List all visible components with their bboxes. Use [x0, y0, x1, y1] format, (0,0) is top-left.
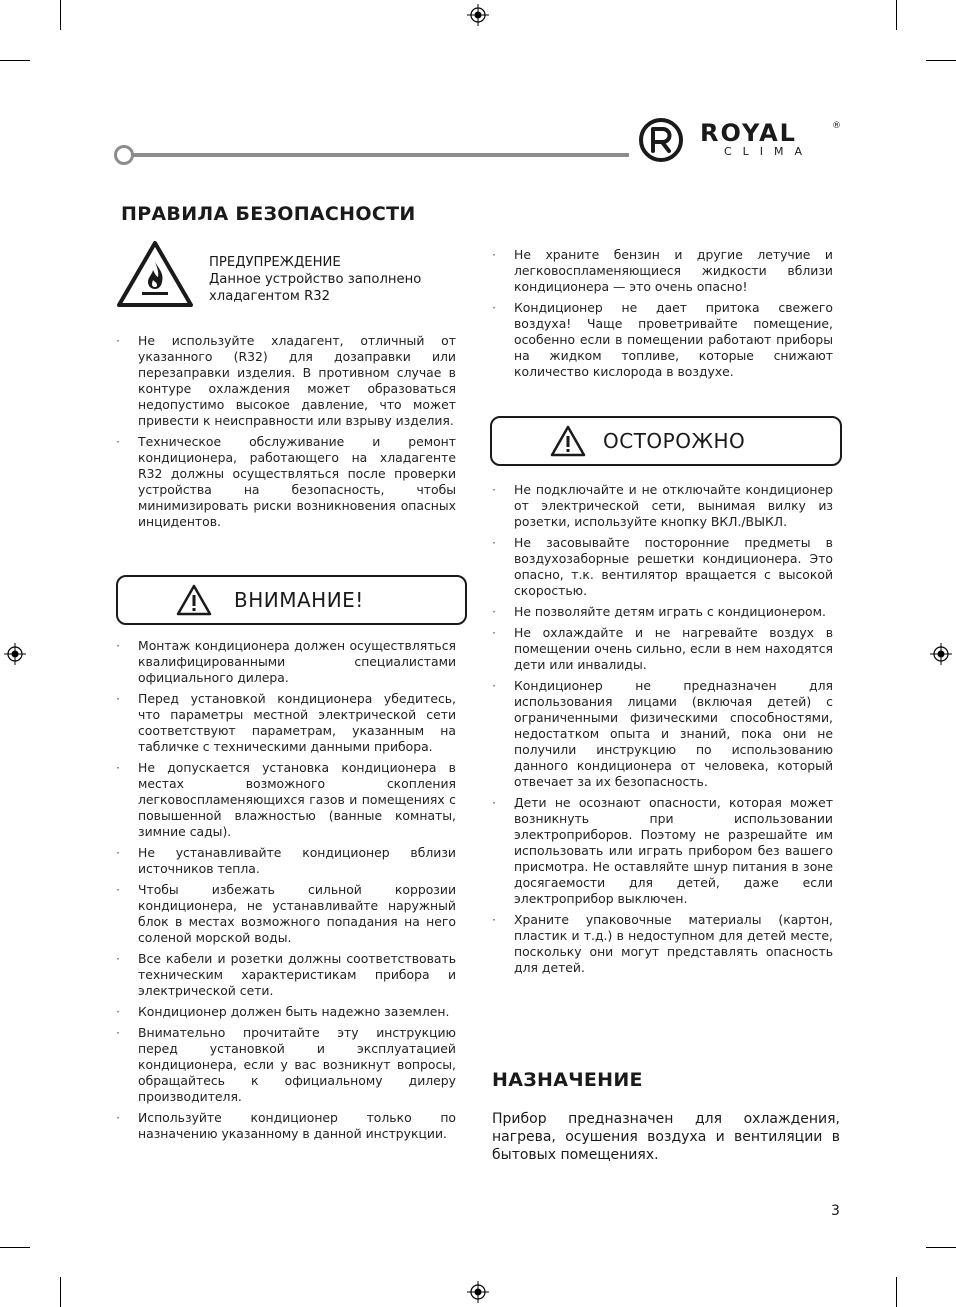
brand-emblem-icon — [636, 117, 686, 163]
purpose-text: Прибор предназначен для охлаждения, нагрева, осушения воздуха и вентиляции в бытовых помещениях. — [492, 1111, 840, 1163]
header-rule-dot — [114, 145, 134, 165]
crop-mark — [0, 1247, 30, 1248]
refrigerant-warning — [116, 238, 466, 310]
warning-triangle-icon — [176, 584, 212, 616]
list-item: · Кондиционер должен быть надежно заземлен. — [116, 1004, 456, 1020]
header-rule — [124, 153, 629, 157]
warning-line: Данное устройство заполнено — [209, 272, 422, 287]
list-item: · Не охлаждайте и не нагревайте воздух в помещении очень сильно, если в нем находятся дети или инвалиды. — [492, 625, 833, 673]
brand-logo — [636, 117, 844, 163]
list-item: · Техническое обслуживание и ремонт кондиционера, работающего на хладагенте R32 должны осуществляться после проверки устройства на безопасность, чтобы минимизировать риски возникновения опасных инцидентов. — [116, 434, 456, 530]
page-number: 3 — [831, 1203, 840, 1219]
registration-mark-icon — [930, 643, 952, 665]
list-item: · Не храните бензин и другие летучие и легковоспламеняющиеся жидкости вблизи кондиционера — это очень опасно! — [492, 247, 833, 295]
list-item: · Кондиционер не предназначен для использования лицами (включая детей) с ограниченными физическими способностями, недостатком опыта и знаний, пока они не получили инструкцию по использованию данного кондиционера от человека, который отвечает за их безопасность. — [492, 678, 833, 790]
crop-mark — [896, 1277, 897, 1307]
list-item: · Внимательно прочитайте эту инструкцию перед установкой и эксплуатацией кондиционера, если у вас возникнут вопросы, обращайтесь к официальному дилеру производителя. — [116, 1025, 456, 1105]
list-item: · Перед установкой кондиционера убедитесь, что параметры местной электрической сети соответствуют параметрам, указанным на табличке с техническими данными прибора. — [116, 691, 456, 755]
list-item: · Не позволяйте детям играть с кондиционером. — [492, 604, 833, 620]
caution-banner — [490, 416, 842, 466]
registration-mark-icon — [467, 4, 489, 26]
warning-heading: ПРЕДУПРЕЖДЕНИЕ — [209, 255, 341, 270]
crop-mark — [60, 0, 61, 30]
list-item: · Не используйте хладагент, отличный от указанного (R32) для дозаправки или перезаправки изделия. В противном случае в контуре охлаждения может образоваться недопустимо высокое давление, что может привести к неисправности или взрыву изделия. — [116, 333, 456, 429]
crop-mark — [896, 0, 897, 30]
list-item: · Не подключайте и не отключайте кондиционер от электрической сети, вынимая вилку из розетки, используйте кнопку ВКЛ./ВЫКЛ. — [492, 482, 833, 530]
list-item: · Кондиционер не дает притока свежего воздуха! Чаще проветривайте помещение, особенно если в помещении работают приборы на жидком топливе, которые снижают количество кислорода в воздухе. — [492, 300, 833, 380]
brand-subtitle: CLIMA — [724, 145, 814, 158]
crop-mark — [60, 1277, 61, 1307]
registration-mark-icon — [467, 1281, 489, 1303]
refrigerant-list — [116, 333, 456, 535]
attention-label: ВНИМАНИЕ! — [234, 588, 364, 612]
brand-name: ROYAL — [700, 119, 797, 147]
attention-list — [116, 638, 456, 1147]
list-item: · Храните упаковочные материалы (картон, пластик и т.д.) в недоступном для детей месте, поскольку они могут представлять опасность для детей. — [492, 912, 833, 976]
crop-mark — [0, 60, 30, 61]
list-item: · Не засовывайте посторонние предметы в воздухозаборные решетки кондиционера. Это опасно, т.к. вентилятор вращается с высокой скоростью. — [492, 535, 833, 599]
list-item: · Не допускается установка кондиционера в местах возможного скопления легковоспламеняющихся газов и помещениях с повышенной влажностью (ванные комнаты, зимние сады). — [116, 760, 456, 840]
crop-mark — [926, 60, 956, 61]
flammable-warning-icon — [116, 240, 194, 308]
warning-line: хладагентом R32 — [209, 289, 331, 304]
storage-list — [492, 247, 833, 385]
warning-triangle-icon — [550, 425, 586, 457]
list-item: · Все кабели и розетки должны соответствовать техническим характеристикам прибора и электрической сети. — [116, 951, 456, 999]
caution-list — [492, 482, 833, 981]
purpose-title: НАЗНАЧЕНИЕ — [492, 1069, 643, 1091]
registration-mark-icon — [4, 643, 26, 665]
crop-mark — [926, 1247, 956, 1248]
safety-title: ПРАВИЛА БЕЗОПАСНОСТИ — [121, 203, 416, 225]
caution-label: ОСТОРОЖНО — [603, 429, 746, 453]
attention-banner — [116, 575, 467, 625]
list-item: · Чтобы избежать сильной коррозии кондиционера, не устанавливайте наружный блок в местах возможного попадания на него соленой морской воды. — [116, 882, 456, 946]
list-item: · Дети не осознают опасности, которая может возникнуть при использовании электроприборов. Поэтому не разрешайте им использовать или играть прибором без вашего присмотра. Не оставляйте шнур питания в зоне досягаемости для детей, даже если электроприбор выключен. — [492, 795, 833, 907]
list-item: · Используйте кондиционер только по назначению указанному в данной инструкции. — [116, 1110, 456, 1142]
list-item: · Монтаж кондиционера должен осуществляться квалифицированными специалистами официального дилера. — [116, 638, 456, 686]
brand-registered-mark: ® — [832, 121, 841, 131]
list-item: · Не устанавливайте кондиционер вблизи источников тепла. — [116, 845, 456, 877]
